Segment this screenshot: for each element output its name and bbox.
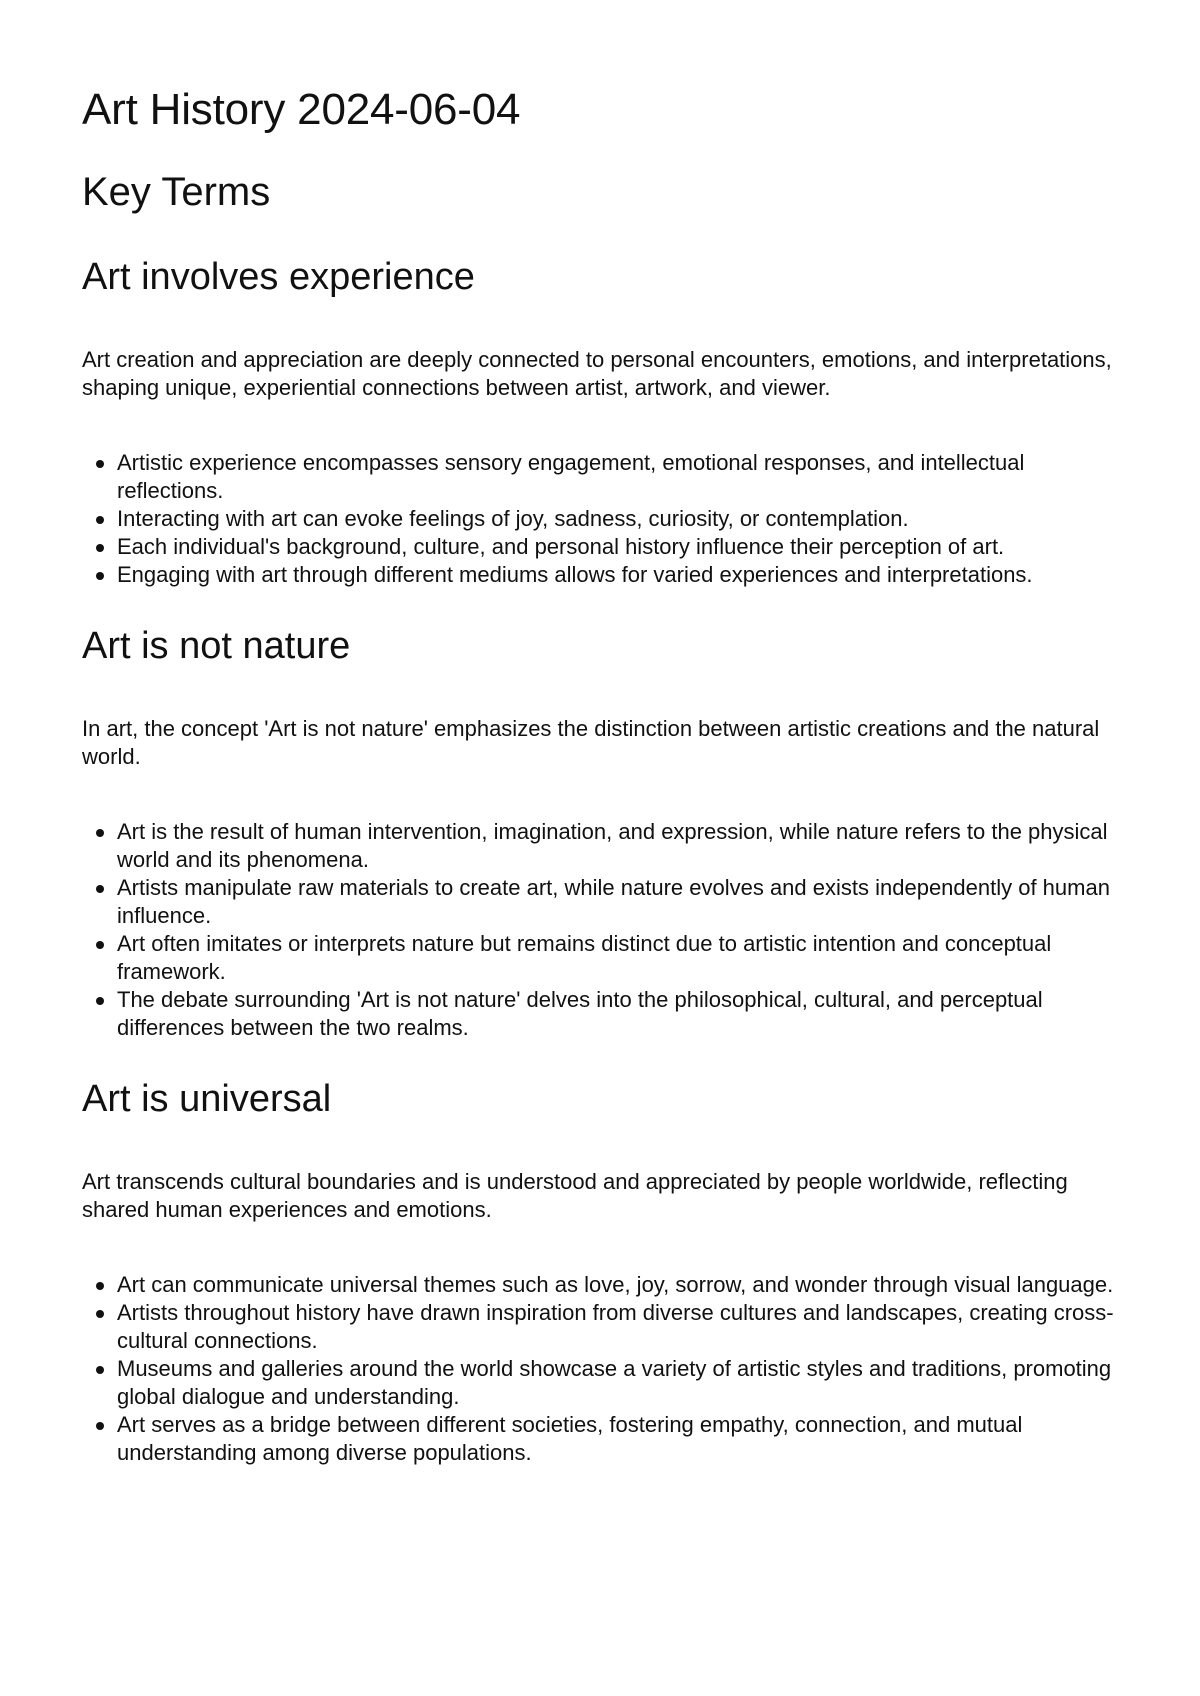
list-item-text: Art can communicate universal themes such as love, joy, sorrow, and wonder through visual language. bbox=[117, 1272, 1114, 1297]
section-paragraph: Art creation and appreciation are deeply connected to personal encounters, emotions, and interpretations, shaping unique, experiential connections between artist, artwork, and viewer. bbox=[82, 347, 1112, 400]
list-item bbox=[117, 533, 1118, 561]
bullet-icon bbox=[96, 1282, 104, 1290]
list-item bbox=[117, 449, 1118, 505]
bullet-list bbox=[82, 1271, 1118, 1467]
section-art-is-not-nature bbox=[82, 619, 1118, 1042]
section-heading: Art is not nature bbox=[82, 625, 351, 667]
list-item-text: The debate surrounding 'Art is not nature' delves into the philosophical, cultural, and perceptual differences between the two realms. bbox=[117, 987, 1043, 1040]
list-item-text: Museums and galleries around the world showcase a variety of artistic styles and traditions, promoting global dialogue and understanding. bbox=[117, 1356, 1112, 1409]
bullet-icon bbox=[96, 941, 104, 949]
list-item bbox=[117, 1271, 1118, 1299]
list-item bbox=[117, 1299, 1118, 1355]
list-item-text: Artists manipulate raw materials to create art, while nature evolves and exists independently of human influence. bbox=[117, 875, 1110, 928]
bullet-icon bbox=[96, 1422, 104, 1430]
list-item bbox=[117, 818, 1118, 874]
list-item bbox=[117, 1355, 1118, 1411]
bullet-icon bbox=[96, 572, 104, 580]
list-item bbox=[117, 561, 1118, 589]
list-item-text: Engaging with art through different mediums allows for varied experiences and interpretations. bbox=[117, 562, 1033, 587]
bullet-icon bbox=[96, 460, 104, 468]
list-item-text: Art serves as a bridge between different societies, fostering empathy, connection, and mutual understanding among diverse populations. bbox=[117, 1412, 1023, 1465]
bullet-icon bbox=[96, 516, 104, 524]
bullet-list bbox=[82, 449, 1118, 589]
page-subtitle: Key Terms bbox=[82, 170, 271, 214]
bullet-list bbox=[82, 818, 1118, 1042]
section-heading: Art involves experience bbox=[82, 256, 475, 298]
list-item-text: Artistic experience encompasses sensory engagement, emotional responses, and intellectual reflections. bbox=[117, 450, 1025, 503]
section-art-is-universal bbox=[82, 1072, 1118, 1467]
page-title: Art History 2024-06-04 bbox=[82, 85, 521, 134]
bullet-icon bbox=[96, 1366, 104, 1374]
list-item-text: Artists throughout history have drawn inspiration from diverse cultures and landscapes, creating cross-cultural connections. bbox=[117, 1300, 1114, 1353]
list-item bbox=[117, 986, 1118, 1042]
bullet-icon bbox=[96, 544, 104, 552]
list-item-text: Art is the result of human intervention, imagination, and expression, while nature refers to the physical world and its phenomena. bbox=[117, 819, 1108, 872]
section-paragraph: In art, the concept 'Art is not nature' emphasizes the distinction between artistic creations and the natural world. bbox=[82, 716, 1100, 769]
bullet-icon bbox=[96, 885, 104, 893]
list-item-text: Interacting with art can evoke feelings of joy, sadness, curiosity, or contemplation. bbox=[117, 506, 909, 531]
list-item bbox=[117, 1411, 1118, 1467]
list-item-text: Each individual's background, culture, and personal history influence their perception of art. bbox=[117, 534, 1005, 559]
list-item bbox=[117, 505, 1118, 533]
list-item-text: Art often imitates or interprets nature but remains distinct due to artistic intention and conceptual framework. bbox=[117, 931, 1052, 984]
bullet-icon bbox=[96, 829, 104, 837]
section-heading: Art is universal bbox=[82, 1078, 332, 1120]
list-item bbox=[117, 874, 1118, 930]
section-paragraph: Art transcends cultural boundaries and is understood and appreciated by people worldwide, reflecting shared human experiences and emotions. bbox=[82, 1169, 1068, 1222]
list-item bbox=[117, 930, 1118, 986]
bullet-icon bbox=[96, 1310, 104, 1318]
section-art-involves-experience bbox=[82, 250, 1118, 589]
bullet-icon bbox=[96, 997, 104, 1005]
